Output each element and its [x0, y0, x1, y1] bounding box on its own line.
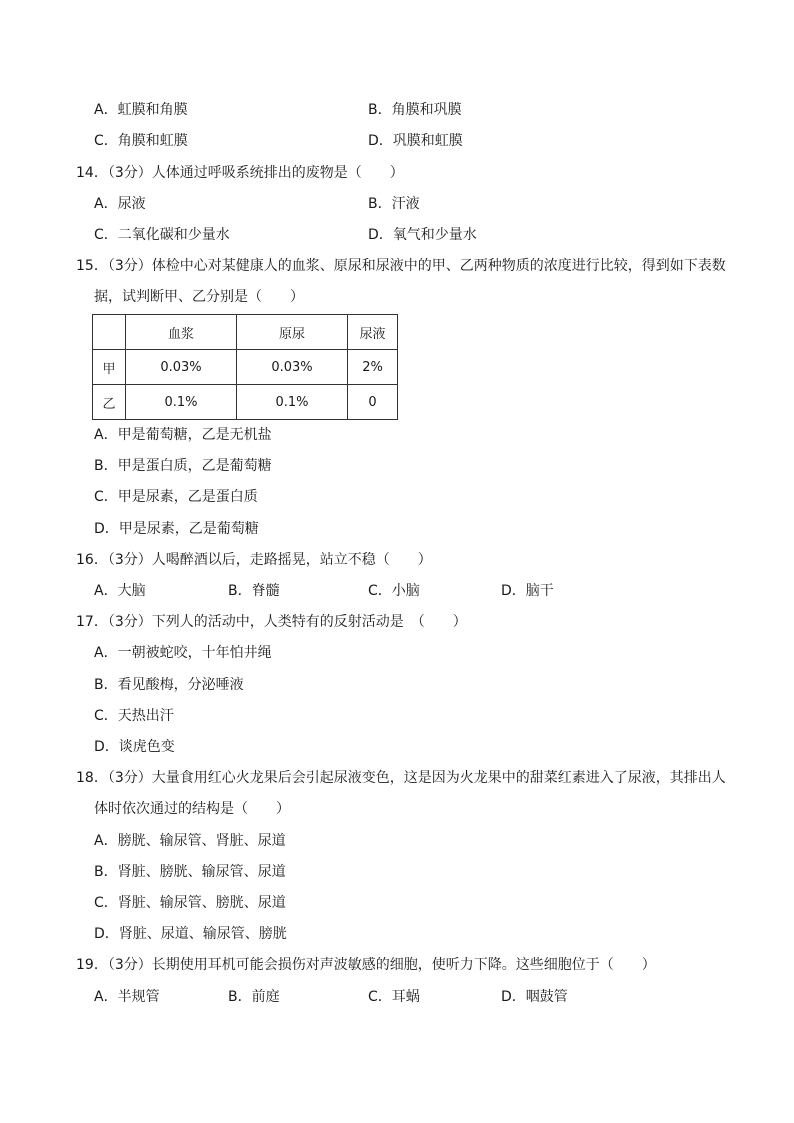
q19-option-d: D．咽鼓管 — [501, 989, 568, 1005]
q18-stem-line1: 18．（3分）大量食用红心火龙果后会引起尿液变色，这是因为火龙果中的甜菜红素进入了尿液，其排出人 — [76, 770, 726, 786]
q14-stem: 14．（3分）人体通过呼吸系统排出的废物是（ ） — [76, 165, 404, 181]
q15-stem-line2: 据，试判断甲、乙分别是（ ） — [94, 289, 304, 305]
q13-option-b: B．角膜和巩膜 — [368, 102, 462, 118]
q17-option-a: A．一朝被蛇咬，十年怕井绳 — [94, 645, 272, 661]
q18-option-c: C．肾脏、输尿管、膀胱、尿道 — [94, 895, 286, 911]
q16-option-d: D．脑干 — [501, 583, 554, 599]
table-row — [93, 350, 398, 385]
table-header-cell: 原尿 — [237, 315, 348, 350]
q14-option-c: C．二氧化碳和少量水 — [94, 227, 230, 243]
q14-option-a: A．尿液 — [94, 196, 146, 212]
table-header-cell — [93, 315, 126, 350]
q16-option-a: A．大脑 — [94, 583, 146, 599]
q15-option-b: B．甲是蛋白质，乙是葡萄糖 — [94, 458, 272, 474]
q15-option-a: A．甲是葡萄糖，乙是无机盐 — [94, 427, 272, 443]
q15-data-table — [92, 314, 398, 420]
table-header-cell: 血浆 — [126, 315, 237, 350]
q18-option-a: A．膀胱、输尿管、肾脏、尿道 — [94, 833, 286, 849]
table-cell: 0.1% — [237, 385, 348, 420]
q16-option-b: B．脊髓 — [228, 583, 280, 599]
table-cell: 0 — [348, 385, 398, 420]
table-row — [93, 385, 398, 420]
q14-option-d: D．氧气和少量水 — [368, 227, 477, 243]
q18-option-b: B．肾脏、膀胱、输尿管、尿道 — [94, 864, 286, 880]
table-cell: 2% — [348, 350, 398, 385]
q17-stem: 17．（3分）下列人的活动中，人类特有的反射活动是 （ ） — [76, 614, 467, 630]
q16-stem: 16．（3分）人喝醉酒以后，走路摇晃，站立不稳（ ） — [76, 552, 432, 568]
q13-option-c: C．角膜和虹膜 — [94, 133, 188, 149]
table-header-cell: 尿液 — [348, 315, 398, 350]
q19-stem: 19．（3分）长期使用耳机可能会损伤对声波敏感的细胞，使听力下降。这些细胞位于（ ） — [76, 957, 656, 973]
q18-option-d: D．肾脏、尿道、输尿管、膀胱 — [94, 926, 287, 942]
q19-option-b: B．前庭 — [228, 989, 280, 1005]
table-cell: 0.1% — [126, 385, 237, 420]
q13-option-d: D．巩膜和虹膜 — [368, 133, 463, 149]
q17-option-d: D．谈虎色变 — [94, 739, 175, 755]
q15-option-c: C．甲是尿素，乙是蛋白质 — [94, 489, 258, 505]
table-cell: 0.03% — [237, 350, 348, 385]
table-header-row — [93, 315, 398, 350]
q18-stem-line2: 体时依次通过的结构是（ ） — [94, 801, 290, 817]
q17-option-b: B．看见酸梅，分泌唾液 — [94, 677, 244, 693]
q19-option-a: A．半规管 — [94, 989, 160, 1005]
table-cell: 0.03% — [126, 350, 237, 385]
q19-option-c: C．耳蜗 — [368, 989, 420, 1005]
q15-stem-line1: 15．（3分）体检中心对某健康人的血浆、原尿和尿液中的甲、乙两种物质的浓度进行比较，得到如下表数 — [76, 258, 726, 274]
q14-option-b: B．汗液 — [368, 196, 420, 212]
q13-option-a: A．虹膜和角膜 — [94, 102, 188, 118]
q15-option-d: D．甲是尿素，乙是葡萄糖 — [94, 521, 259, 537]
q16-option-c: C．小脑 — [368, 583, 420, 599]
table-cell: 甲 — [93, 350, 126, 385]
q17-option-c: C．天热出汗 — [94, 708, 174, 724]
table-cell: 乙 — [93, 385, 126, 420]
